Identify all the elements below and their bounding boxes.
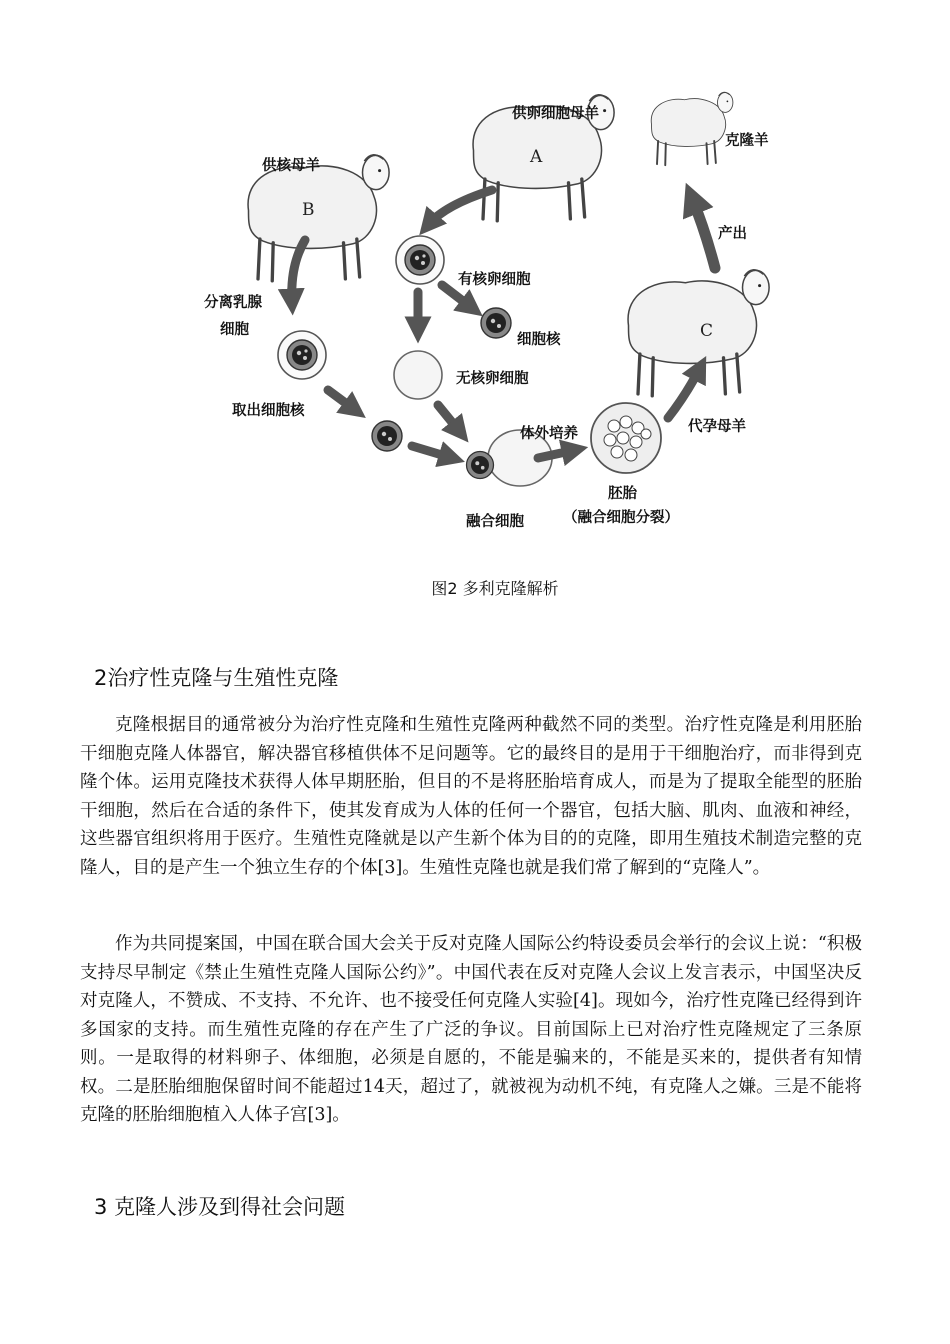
figure-caption: 图2 多利克隆解析: [431, 579, 559, 598]
label-nucleus: 细胞核: [517, 332, 561, 348]
label-embryo-note: （融合细胞分裂）: [563, 510, 679, 526]
arrow-ewe-to-mammary: [292, 240, 305, 302]
nucleated-egg-cell-icon: [396, 236, 444, 284]
section3-heading: 3 克隆人涉及到得社会问题: [94, 1195, 346, 1219]
label-b: B: [302, 200, 315, 220]
arrow-nucleus-to-fused: [412, 446, 452, 458]
label-separate-mammary: 分离乳腺: [204, 295, 262, 311]
section2-heading: 2治疗性克隆与生殖性克隆: [94, 666, 339, 690]
clone-sheep-icon: [651, 92, 733, 165]
label-enucleated-egg: 无核卵细胞: [456, 371, 529, 387]
dolly-cloning-diagram: [190, 80, 790, 540]
label-clone-sheep: 克隆羊: [725, 133, 769, 149]
label-surrogate-ewe: 代孕母羊: [688, 419, 746, 435]
enucleated-egg-icon: [394, 351, 442, 399]
label-donor-nucleus-ewe: 供核母羊: [262, 158, 320, 174]
label-fused-cell: 融合细胞: [466, 514, 524, 530]
section2-paragraph-1: 克隆根据目的通常被分为治疗性克隆和生殖性克隆两种截然不同的类型。治疗性克隆是利用胚胎干细胞克隆人体器官，解决器官移植供体不足问题等。它的最终目的是用于干细胞治疗，而非得到克隆个体。运用克隆技术获得人体早期胚胎，但目的不是将胚胎培育成人，而是为了提取全能型的胚胎干细胞，然后在合适的条件下，使其发育成为人体的任何一个器官，包括大脑、肌肉、血液和神经，这些器官组织将用于医疗。生殖性克隆就是以产生新个体为目的的克隆，即用生殖技术制造完整的克隆人，目的是产生一个独立生存的个体[3]。生殖性克隆也就是我们常了解到的“克隆人”。: [80, 715, 862, 878]
arrow-egg-to-nucleus: [442, 285, 472, 308]
label-in-vitro-culture: 体外培养: [520, 426, 578, 442]
mammary-cell-icon: [278, 331, 326, 379]
arrow-embryo-to-surrogate: [668, 368, 700, 418]
label-extract-nucleus: 取出细胞核: [232, 403, 305, 419]
label-a: A: [530, 147, 543, 167]
label-give-birth: 产出: [718, 226, 747, 242]
arrow-enucleated-to-fused: [438, 405, 460, 432]
label-donor-egg-ewe: 供卵细胞母羊: [512, 106, 599, 122]
label-embryo: 胚胎: [608, 486, 637, 502]
label-c: C: [700, 321, 714, 341]
label-nucleated-egg: 有核卵细胞: [458, 272, 531, 288]
label-cell: 细胞: [220, 322, 249, 338]
egg-nucleus-icon: [481, 308, 511, 338]
extracted-nucleus-icon: [372, 421, 402, 451]
section2-paragraph-2: 作为共同提案国，中国在联合国大会关于反对克隆人国际公约特设委员会举行的会议上说：“积极支持尽早制定《禁止生殖性克隆人国际公约》”。中国代表在反对克隆人会议上发言表示，中国坚决反对克隆人，不赞成、不支持、不允许、也不接受任何克隆人实验[4]。现如今，治疗性克隆已经得到许多国家的支持。而生殖性克隆的存在产生了广泛的争议。目前国际上已对治疗性克隆规定了三条原则。一是取得的材料卵子、体细胞，必须是自愿的，不能是骗来的，不能是买来的，提供者有知情权。二是胚胎细胞保留时间不能超过14天，超过了，就被视为动机不纯，有克隆人之嫌。三是不能将克隆的胚胎细胞植入人体子宫[3]。: [80, 934, 862, 1125]
fused-nucleus-icon: [467, 452, 494, 479]
embryo-icon: [591, 403, 661, 473]
arrow-surrogate-to-clone: [692, 198, 715, 268]
arrow-mammary-to-nucleus: [328, 390, 355, 410]
